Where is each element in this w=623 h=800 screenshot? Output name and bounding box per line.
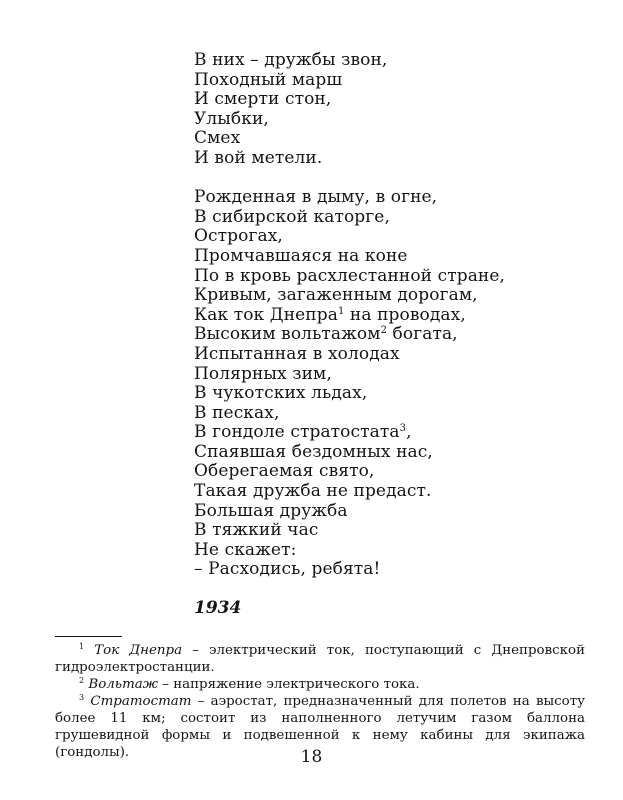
poem-line: Как ток Днепра$^1$ на проводах,: [194, 304, 466, 325]
poem-line: Кривым, загаженным дорогам,: [194, 285, 478, 306]
stanza-break: [194, 169, 505, 189]
poem-line: Большая дружба: [194, 500, 348, 521]
footnote-text: – аэростат, предназначенный для полетов на высоту более 11 км; состоит из наполненного летучим газом баллона грушевидной формы и подвешенной к нему кабины для экипажа (гондолы).: [55, 694, 585, 760]
footnote-reference: 3: [399, 423, 407, 435]
poem-line: В чукотских льдах,: [194, 383, 368, 404]
poem-line: Не скажет:: [194, 539, 297, 560]
poem-line: В гондоле стратостата$^3$,: [194, 422, 412, 443]
poem-line: И смерти стон,: [194, 89, 332, 110]
footnote-term: Ток Днепра: [94, 643, 183, 658]
footnote: [55, 642, 585, 676]
poem-line: В тяжкий час: [194, 520, 319, 541]
poem-line: Улыбки,: [194, 108, 269, 129]
poem-line: В них – дружбы звон,: [194, 50, 388, 70]
poem-line: Полярных зим,: [194, 363, 332, 384]
poem-line: Спаявшая бездомных нас,: [194, 441, 433, 462]
poem-line: Высоким вольтажом$^2$ богата,: [194, 324, 458, 345]
poem-line: – Расходись, ребята!: [194, 559, 381, 580]
footnotes: [55, 642, 585, 761]
poem-date: 1934: [194, 598, 242, 618]
poem-line: В песках,: [194, 402, 280, 423]
poem-line: И вой метели.: [194, 147, 323, 168]
footnote-marker: 2: [79, 676, 85, 685]
poem-line: Острогах,: [194, 226, 283, 247]
footnote: [55, 676, 585, 693]
footnote-term: Стратостат: [90, 694, 192, 709]
poem-line: По в кровь расхлестанной стране,: [194, 265, 506, 286]
footnote-marker: 1: [79, 642, 85, 651]
footnote-divider: [55, 636, 122, 637]
page-number: 18: [300, 747, 323, 767]
footnote-reference: 2: [380, 325, 388, 337]
footnote-reference: 1: [337, 305, 345, 317]
poem-line: В сибирской каторге,: [194, 206, 390, 227]
footnote-term: Вольтаж: [88, 677, 158, 692]
poem-line: Такая дружба не предаст.: [194, 481, 432, 502]
footnote-marker: 3: [79, 693, 85, 702]
poem-line: Промчавшаяся на коне: [194, 245, 408, 266]
poem-line: Испытанная в холодах: [194, 343, 400, 364]
poem-line: Смех: [194, 128, 241, 149]
poem: [194, 51, 505, 580]
footnote-text: – напряжение электрического тока.: [157, 677, 420, 692]
poem-line: Оберегаемая свято,: [194, 461, 375, 482]
poem-line: Походный марш: [194, 69, 343, 90]
footnote-text: – электрический ток, поступающий с Днепровской гидроэлектростанции.: [55, 643, 586, 675]
poem-line: Рожденная в дыму, в огне,: [194, 187, 438, 208]
